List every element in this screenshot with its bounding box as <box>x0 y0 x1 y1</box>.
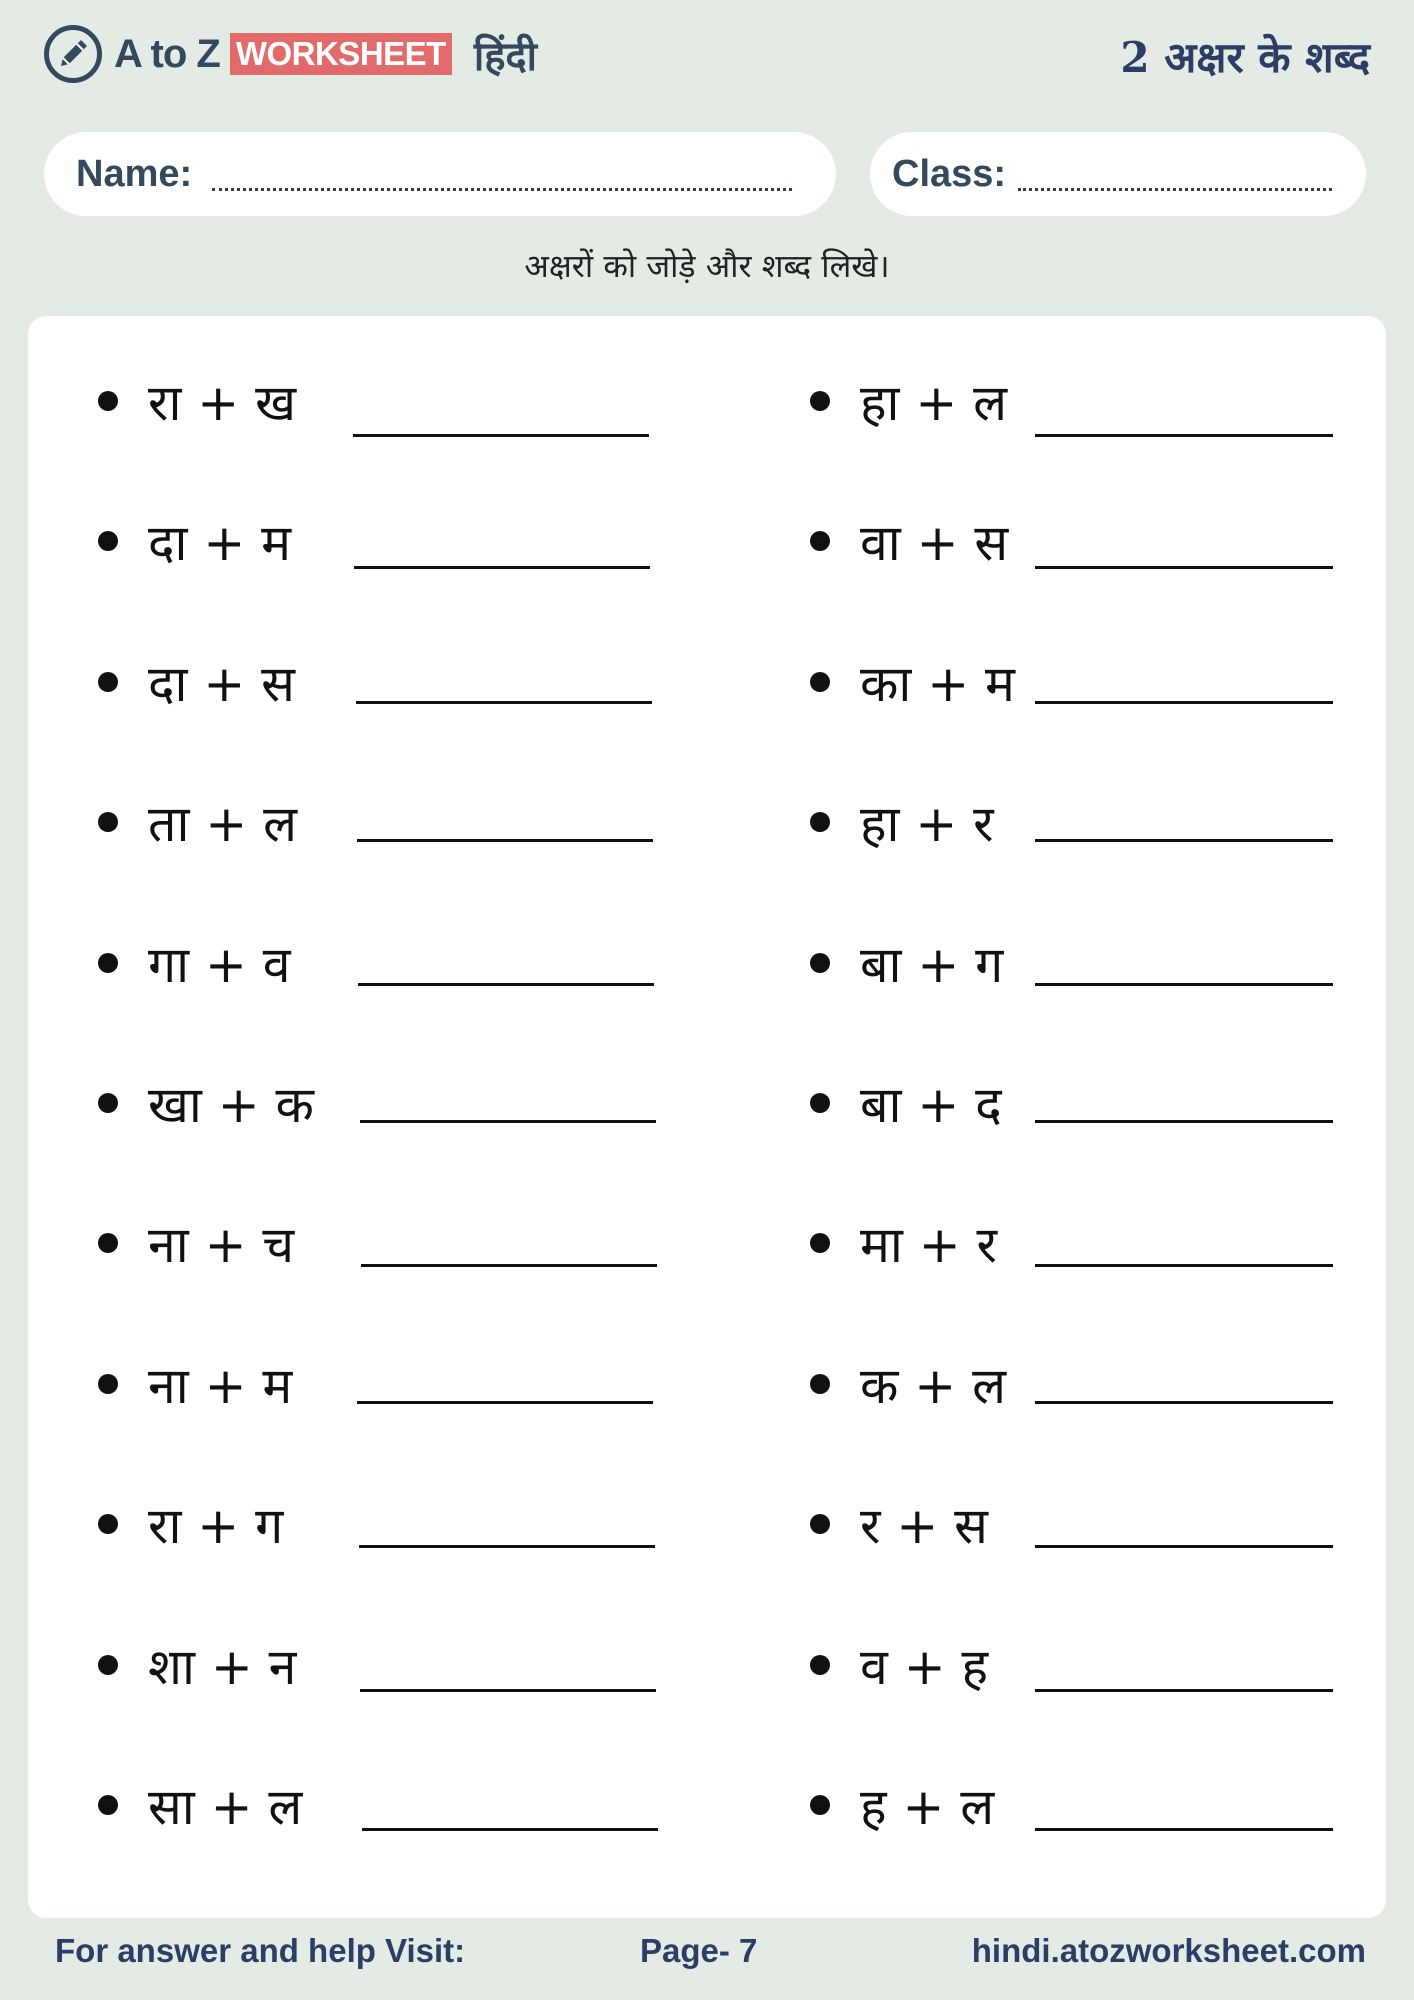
exercise-item-right-9 <box>810 1494 1055 1554</box>
bullet-icon <box>810 953 830 973</box>
letter-combination: का + म <box>860 655 1015 713</box>
logo-worksheet-badge: WORKSHEET <box>230 33 452 75</box>
logo <box>44 22 537 86</box>
exercise-item-left-9 <box>98 1494 343 1554</box>
letter-combination: शा + न <box>148 1638 297 1696</box>
answer-line[interactable] <box>1035 1689 1333 1692</box>
pen-icon <box>44 25 102 83</box>
exercise-item-right-10 <box>810 1635 1055 1695</box>
exercise-item-left-1 <box>98 371 343 431</box>
bullet-icon <box>810 1093 830 1113</box>
footer <box>0 1932 1414 1982</box>
letter-combination: बा + द <box>860 1076 1002 1134</box>
letter-combination: ना + म <box>148 1357 293 1415</box>
bullet-icon <box>98 1514 118 1534</box>
letter-combination: मा + र <box>860 1216 997 1274</box>
bullet-icon <box>810 1233 830 1253</box>
letter-combination: दा + म <box>148 514 292 572</box>
answer-line[interactable] <box>361 1264 657 1267</box>
bullet-icon <box>98 672 118 692</box>
exercise-item-right-11 <box>810 1775 1055 1835</box>
name-field[interactable] <box>212 158 792 191</box>
letter-combination: वा + स <box>860 514 1009 572</box>
worksheet-title: 2 अक्षर के शब्द <box>1120 33 1370 82</box>
logo-atoz-text: A to Z <box>114 31 220 76</box>
letter-combination: ना + च <box>148 1216 295 1274</box>
letter-combination: खा + क <box>148 1076 314 1134</box>
answer-line[interactable] <box>1035 839 1333 842</box>
exercise-item-left-8 <box>98 1354 343 1414</box>
bullet-icon <box>98 1655 118 1675</box>
bullet-icon <box>98 391 118 411</box>
answer-line[interactable] <box>360 1689 656 1692</box>
letter-combination: ता + ल <box>148 795 298 853</box>
bullet-icon <box>98 1795 118 1815</box>
exercise-item-right-3 <box>810 652 1055 712</box>
answer-line[interactable] <box>358 983 654 986</box>
answer-line[interactable] <box>1035 1828 1333 1831</box>
answer-line[interactable] <box>1035 983 1333 986</box>
exercise-item-right-6 <box>810 1073 1055 1133</box>
answer-line[interactable] <box>1035 434 1333 437</box>
letter-combination: रा + ग <box>148 1497 284 1555</box>
exercise-item-right-4 <box>810 792 1055 852</box>
bullet-icon <box>810 391 830 411</box>
exercise-item-left-11 <box>98 1775 343 1835</box>
answer-line[interactable] <box>357 1401 653 1404</box>
bullet-icon <box>98 1093 118 1113</box>
answer-line[interactable] <box>356 701 652 704</box>
class-field[interactable] <box>1018 158 1332 191</box>
bullet-icon <box>810 1374 830 1394</box>
bullet-icon <box>810 1795 830 1815</box>
instruction-text: अक्षरों को जोड़े और शब्द लिखे। <box>524 247 890 285</box>
answer-line[interactable] <box>1035 1120 1333 1123</box>
website-link[interactable]: hindi.atozworksheet.com <box>971 1932 1366 1969</box>
bullet-icon <box>810 812 830 832</box>
answer-line[interactable] <box>353 434 649 437</box>
answer-line[interactable] <box>1035 566 1333 569</box>
exercise-item-right-8 <box>810 1354 1055 1414</box>
exercise-item-left-10 <box>98 1635 343 1695</box>
answer-line[interactable] <box>1035 1545 1333 1548</box>
letter-combination: बा + ग <box>860 936 1004 994</box>
bullet-icon <box>810 531 830 551</box>
answer-line[interactable] <box>1035 701 1333 704</box>
bullet-icon <box>98 1374 118 1394</box>
exercise-item-left-7 <box>98 1213 343 1273</box>
letter-combination: रा + ख <box>148 374 296 432</box>
logo-hindi-text: हिंदी <box>473 32 538 80</box>
answer-line[interactable] <box>359 1545 655 1548</box>
name-field-box <box>44 132 836 216</box>
answer-line[interactable] <box>1035 1264 1333 1267</box>
letter-combination: ह + ल <box>860 1778 995 1836</box>
letter-combination: गा + व <box>148 936 291 994</box>
exercise-item-right-2 <box>810 511 1055 571</box>
bullet-icon <box>98 1233 118 1253</box>
bullet-icon <box>810 1655 830 1675</box>
exercise-item-right-5 <box>810 933 1055 993</box>
exercise-item-left-4 <box>98 792 343 852</box>
bullet-icon <box>810 1514 830 1534</box>
exercise-panel <box>28 316 1386 1918</box>
letter-combination: क + ल <box>860 1357 1006 1415</box>
letter-combination: हा + र <box>860 795 994 853</box>
bullet-icon <box>98 531 118 551</box>
answer-line[interactable] <box>362 1828 658 1831</box>
answer-line[interactable] <box>357 839 653 842</box>
bullet-icon <box>98 953 118 973</box>
letter-combination: हा + ल <box>860 374 1008 432</box>
header <box>44 22 1370 86</box>
bullet-icon <box>98 812 118 832</box>
letter-combination: र + स <box>860 1497 988 1555</box>
exercise-item-left-6 <box>98 1073 343 1133</box>
bullet-icon <box>810 672 830 692</box>
exercise-item-right-7 <box>810 1213 1055 1273</box>
exercise-item-left-2 <box>98 511 343 571</box>
footer-help-text: For answer and help Visit: <box>55 1932 466 1969</box>
answer-line[interactable] <box>1035 1401 1333 1404</box>
exercise-item-left-5 <box>98 933 343 993</box>
page-number: Page- 7 <box>640 1932 758 1969</box>
name-label: Name: <box>76 152 193 195</box>
answer-line[interactable] <box>360 1120 656 1123</box>
letter-combination: व + ह <box>860 1638 989 1696</box>
letter-combination: दा + स <box>148 655 295 713</box>
class-field-box <box>870 132 1366 216</box>
answer-line[interactable] <box>354 566 650 569</box>
letter-combination: सा + ल <box>148 1778 303 1836</box>
exercise-item-left-3 <box>98 652 343 712</box>
exercise-item-right-1 <box>810 371 1055 431</box>
class-label: Class: <box>892 152 1007 195</box>
